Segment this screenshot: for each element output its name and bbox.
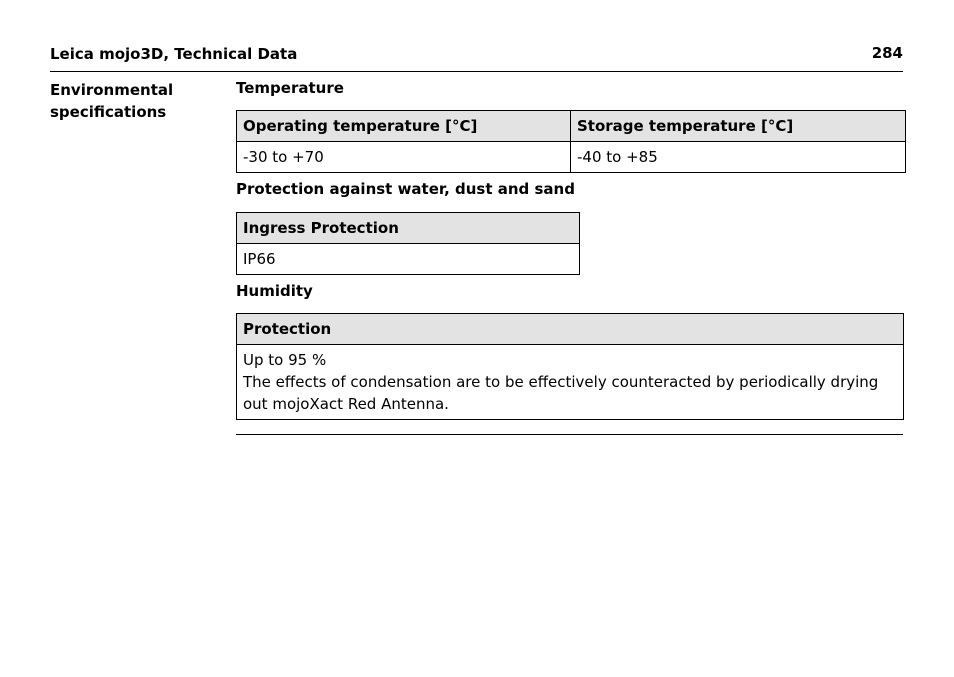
table-row xyxy=(237,142,906,173)
humidity-heading: Humidity xyxy=(236,282,313,300)
humidity-value-line-1: Up to 95 % xyxy=(243,351,327,369)
table-header-row xyxy=(237,314,904,345)
storage-temperature-header: Storage temperature [°C] xyxy=(571,111,906,142)
humidity-protection-header: Protection xyxy=(237,314,904,345)
ingress-protection-header: Ingress Protection xyxy=(237,213,580,244)
operating-temperature-header: Operating temperature [°C] xyxy=(237,111,571,142)
protection-heading: Protection against water, dust and sand xyxy=(236,180,575,198)
operating-temperature-value: -30 to +70 xyxy=(237,142,571,173)
section-heading-line-2: specifications xyxy=(50,103,167,121)
humidity-protection-value xyxy=(237,345,904,420)
temperature-table xyxy=(236,110,906,173)
footer-divider xyxy=(236,434,903,435)
humidity-value-note: The effects of condensation are to be effectively counteracted by periodically drying out mojoXact Red Antenna. xyxy=(243,373,879,413)
humidity-table xyxy=(236,313,904,420)
ingress-protection-table xyxy=(236,212,580,275)
header-divider xyxy=(50,71,903,72)
table-row xyxy=(237,345,904,420)
table-header-row xyxy=(237,213,580,244)
section-heading xyxy=(50,79,230,123)
temperature-heading: Temperature xyxy=(236,79,344,97)
document-header-title: Leica mojo3D, Technical Data xyxy=(50,45,298,63)
table-header-row xyxy=(237,111,906,142)
table-row xyxy=(237,244,580,275)
section-heading-line-1: Environmental xyxy=(50,81,174,99)
storage-temperature-value: -40 to +85 xyxy=(571,142,906,173)
page-number: 284 xyxy=(871,44,903,62)
ingress-protection-value: IP66 xyxy=(237,244,580,275)
